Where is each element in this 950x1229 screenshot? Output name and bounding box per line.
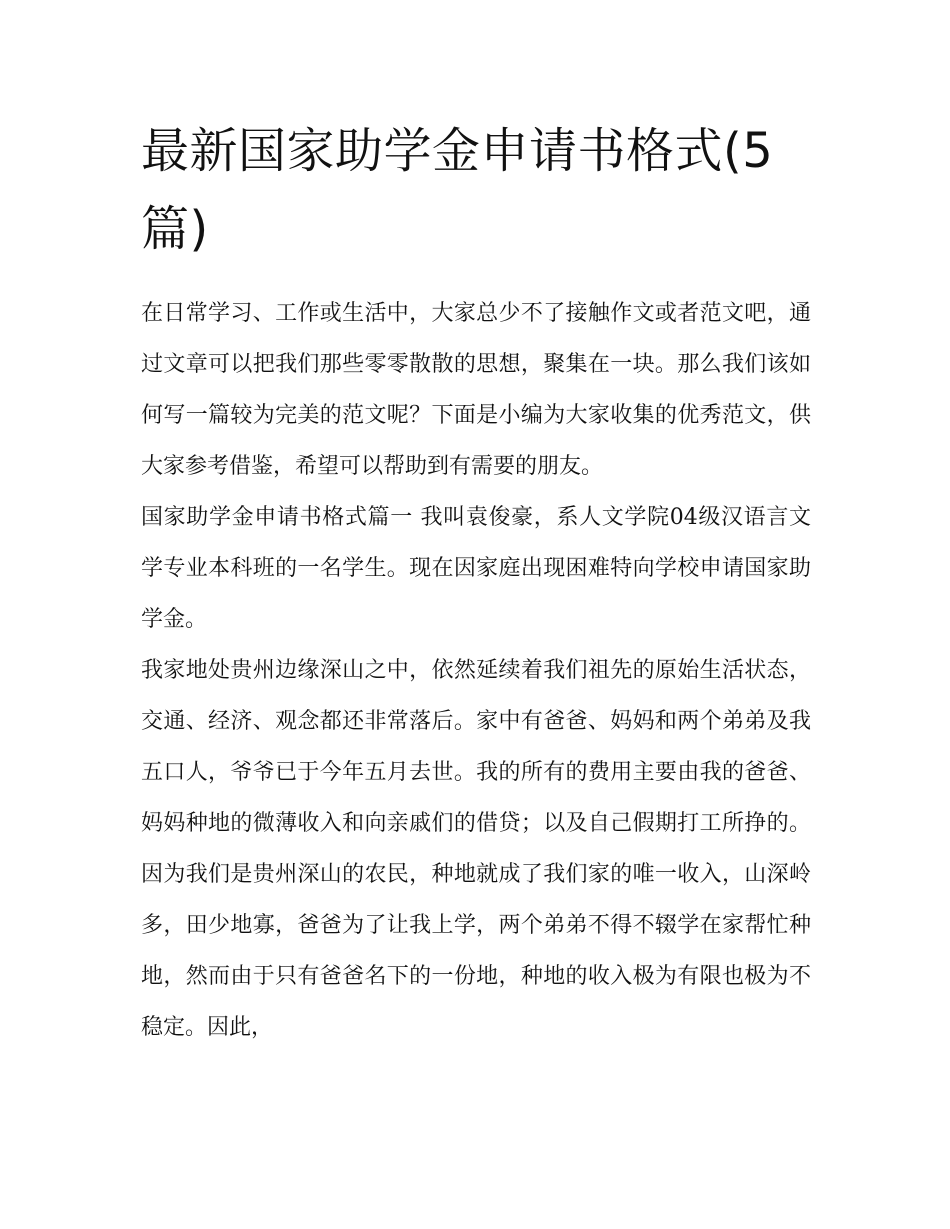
document-page xyxy=(141,112,811,1053)
paragraph-family-situation: 我家地处贵州边缘深山之中，依然延续着我们祖先的原始生活状态，交通、经济、观念都还非常落后。家中有爸爸、妈妈和两个弟弟及我五口人，爷爷已于今年五月去世。我的所有的费用主要由我的爸爸、妈妈种地的微薄收入和向亲戚们的借贷；以及自己假期打工所挣的。因为我们是贵州深山的农民，种地就成了我们家的唯一收入，山深岭多，田少地寡，爸爸为了让我上学，两个弟弟不得不辍学在家帮忙种地，然而由于只有爸爸名下的一份地，种地的收入极为有限也极为不稳定。因此， xyxy=(141,658,811,1040)
paragraph-intro: 在日常学习、工作或生活中，大家总少不了接触作文或者范文吧，通过文章可以把我们那些零零散散的思想，聚集在一块。那么我们该如何写一篇较为完美的范文呢？下面是小编为大家收集的优秀范文，供大家参考借鉴，希望可以帮助到有需要的朋友。 xyxy=(141,301,811,479)
document-title: 最新国家助学金申请书格式(5篇) xyxy=(141,123,774,257)
paragraph-application-opening: 国家助学金申请书格式篇一 我叫袁俊豪，系人文学院04级汉语言文学专业本科班的一名学生。现在因家庭出现困难特向学校申请国家助学金。 xyxy=(141,505,811,632)
